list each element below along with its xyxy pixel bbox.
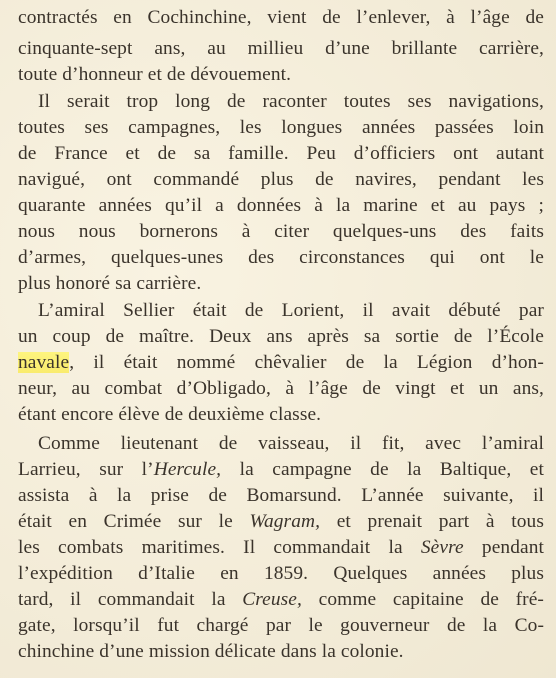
- text-span: navigué, ont commandé plus de navires, pendant les: [18, 169, 544, 190]
- text-span: un coup de maître. Deux ans après sa sortie de l’École: [18, 326, 544, 347]
- ship-name: Creuse,: [242, 589, 302, 610]
- text-span: toute d’honneur et de dévouement.: [18, 64, 292, 85]
- text-span: assista à la prise de Bomarsund. L’année suivante, il: [18, 485, 544, 506]
- text-span: L’amiral Sellier était de Lorient, il avait débuté par: [38, 300, 544, 321]
- text-line: [38, 298, 544, 324]
- highlighted-word: navale: [18, 352, 70, 373]
- text-span: pendant: [463, 537, 545, 558]
- text-line: [18, 402, 544, 428]
- text-line: [18, 509, 544, 535]
- text-span: , il était nommé chêvalier de la Légion d’hon-: [69, 352, 544, 373]
- text-line: [18, 324, 544, 350]
- text-span: et prenait part à tous: [320, 511, 544, 532]
- text-line: [18, 561, 544, 587]
- text-line: [38, 89, 544, 115]
- ship-name: Wagram,: [249, 511, 321, 532]
- text-span: chinchine d’une mission délicate dans la colonie.: [18, 641, 404, 662]
- text-span: contractés en Cochinchine, vient de l’enlever, à l’âge de: [18, 7, 544, 28]
- text-line: [18, 219, 544, 245]
- text-span: les combats maritimes. Il commandait la: [18, 537, 421, 558]
- text-line: [18, 193, 544, 219]
- text-line: [18, 271, 544, 297]
- text-span: Il serait trop long de raconter toutes ses navigations,: [38, 91, 544, 112]
- text-line: [18, 376, 544, 402]
- text-span: Comme lieutenant de vaisseau, il fit, avec l’amiral: [38, 433, 544, 454]
- text-span: tard, il commandait la: [18, 589, 243, 610]
- text-span: nous nous bornerons à citer quelques-uns des faits: [18, 221, 544, 242]
- text-span: plus honoré sa carrière.: [18, 273, 202, 294]
- text-line: [18, 639, 544, 665]
- text-line: [18, 167, 544, 193]
- text-line: [38, 431, 544, 457]
- text-line: [18, 115, 544, 141]
- text-span: était en Crimée sur le: [18, 511, 250, 532]
- text-line: [18, 457, 544, 483]
- text-line: [18, 613, 544, 639]
- text-span: la campagne de la Baltique, et: [221, 459, 544, 480]
- text-span: d’armes, quelques-unes des circonstances qui ont le: [18, 247, 544, 268]
- text-line: [18, 141, 544, 167]
- text-span: gate, lorsqu’il fut chargé par le gouverneur de la Co-: [18, 615, 544, 636]
- text-line: [18, 535, 544, 561]
- text-line: [18, 245, 544, 271]
- text-span: toutes ses campagnes, les longues années passées loin: [18, 117, 544, 138]
- text-line: [18, 350, 544, 376]
- text-line: [18, 483, 544, 509]
- text-span: quarante années qu’il a données à la marine et au pays ;: [18, 195, 544, 216]
- text-span: cinquante-sept ans, au millieu d’une brillante carrière,: [18, 38, 544, 59]
- text-line: [18, 62, 544, 88]
- ship-name: Sèvre: [420, 537, 464, 558]
- text-span: l’expédition d’Italie en 1859. Quelques années plus: [18, 563, 544, 584]
- text-line: [18, 5, 544, 31]
- text-line: [18, 36, 544, 62]
- text-line: [18, 587, 544, 613]
- ship-name: Hercule,: [153, 459, 222, 480]
- text-span: neur, au combat d’Obligado, à l’âge de vingt et un ans,: [18, 378, 544, 399]
- text-span: étant encore élève de deuxième classe.: [18, 404, 322, 425]
- text-span: de France et de sa famille. Peu d’officiers ont autant: [18, 143, 544, 164]
- text-span: comme capitaine de fré-: [301, 589, 544, 610]
- text-span: Larrieu, sur l’: [18, 459, 154, 480]
